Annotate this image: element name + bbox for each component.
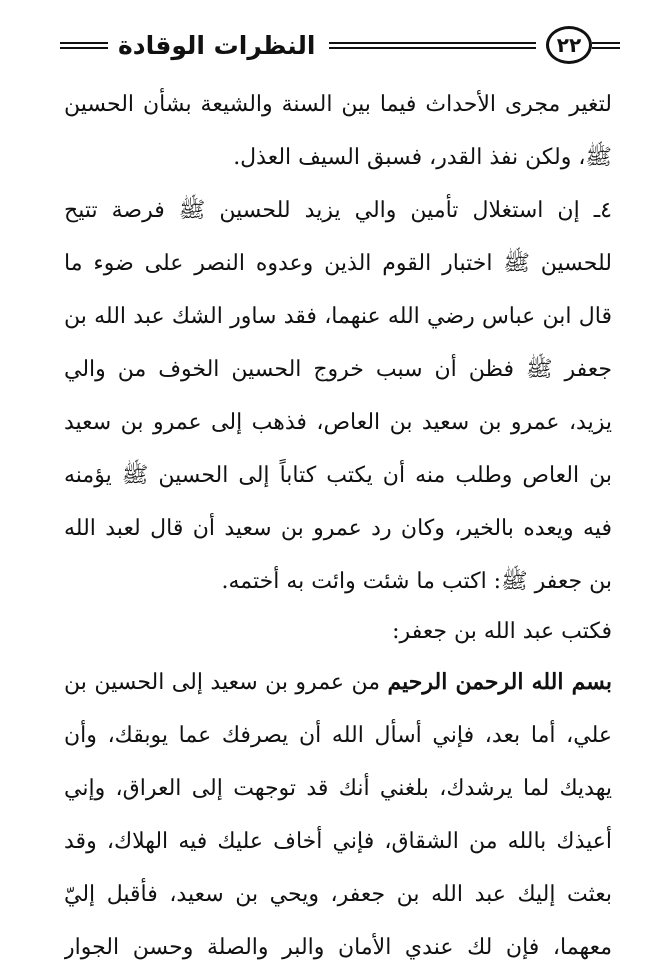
text-line: ٤ـ إن استغلال تأمين والي يزيد للحسين ﷺ فرصة تتيح xyxy=(64,198,612,223)
running-title: النظرات الوقادة xyxy=(118,30,316,60)
text-line: بن العاص وطلب منه أن يكتب كتاباً إلى الحسين ﷺ يؤمنه xyxy=(64,463,612,488)
page-body xyxy=(64,78,612,974)
text-line: يزيد، عمرو بن سعيد بن العاص، فذهب إلى عمرو بن سعيد xyxy=(64,410,612,435)
page-header xyxy=(60,20,620,70)
text-line: ﷺ، ولكن نفذ القدر، فسبق السيف العذل. xyxy=(233,145,612,170)
header-rule-middle xyxy=(329,42,536,49)
text-line: قال ابن عباس رضي الله عنهما، فقد ساور الشك عبد الله بن xyxy=(64,304,612,329)
header-rule-left xyxy=(60,42,108,49)
page-number: ٢٢ xyxy=(556,33,582,57)
letter-line-rest: من عمرو بن سعيد إلى الحسين بن xyxy=(64,670,388,695)
letter-line: أعيذك بالله من الشقاق، فإني أخاف عليك فيه الهلاك، وقد xyxy=(64,829,612,854)
text-line: فيه ويعده بالخير، وكان رد عمرو بن سعيد أن قال لعبد الله xyxy=(64,516,612,541)
text-line: لتغير مجرى الأحداث فيما بين السنة والشيعة بشأن الحسين xyxy=(64,92,612,117)
letter-line: معهما، فإن لك عندي الأمان والبر والصلة وحسن الجوار xyxy=(64,935,612,960)
letter-opening-line xyxy=(64,656,612,709)
page-number-badge xyxy=(546,26,592,64)
letter-line: يهديك لما يرشدك، بلغني أنك قد توجهت إلى العراق، وإني xyxy=(64,776,612,801)
letter-line: علي، أما بعد، فإني أسأل الله أن يصرفك عما يوبقك، وأن xyxy=(64,723,612,748)
text-line: جعفر ﷺ فظن أن سبب خروج الحسين الخوف من والي xyxy=(64,357,612,382)
bismillah: بسم الله الرحمن الرحيم xyxy=(387,669,612,695)
header-rule-right xyxy=(592,42,620,49)
letter-line: بعثت إليك عبد الله بن جعفر، ويحي بن سعيد، فأقبل إليّ xyxy=(64,882,612,907)
text-line: بن جعفر ﷺ: اكتب ما شئت وائت به أختمه. xyxy=(221,569,612,594)
text-line: فكتب عبد الله بن جعفر: xyxy=(392,619,612,644)
text-line: للحسين ﷺ اختبار القوم الذين وعدوه النصر على ضوء ما xyxy=(64,251,612,276)
